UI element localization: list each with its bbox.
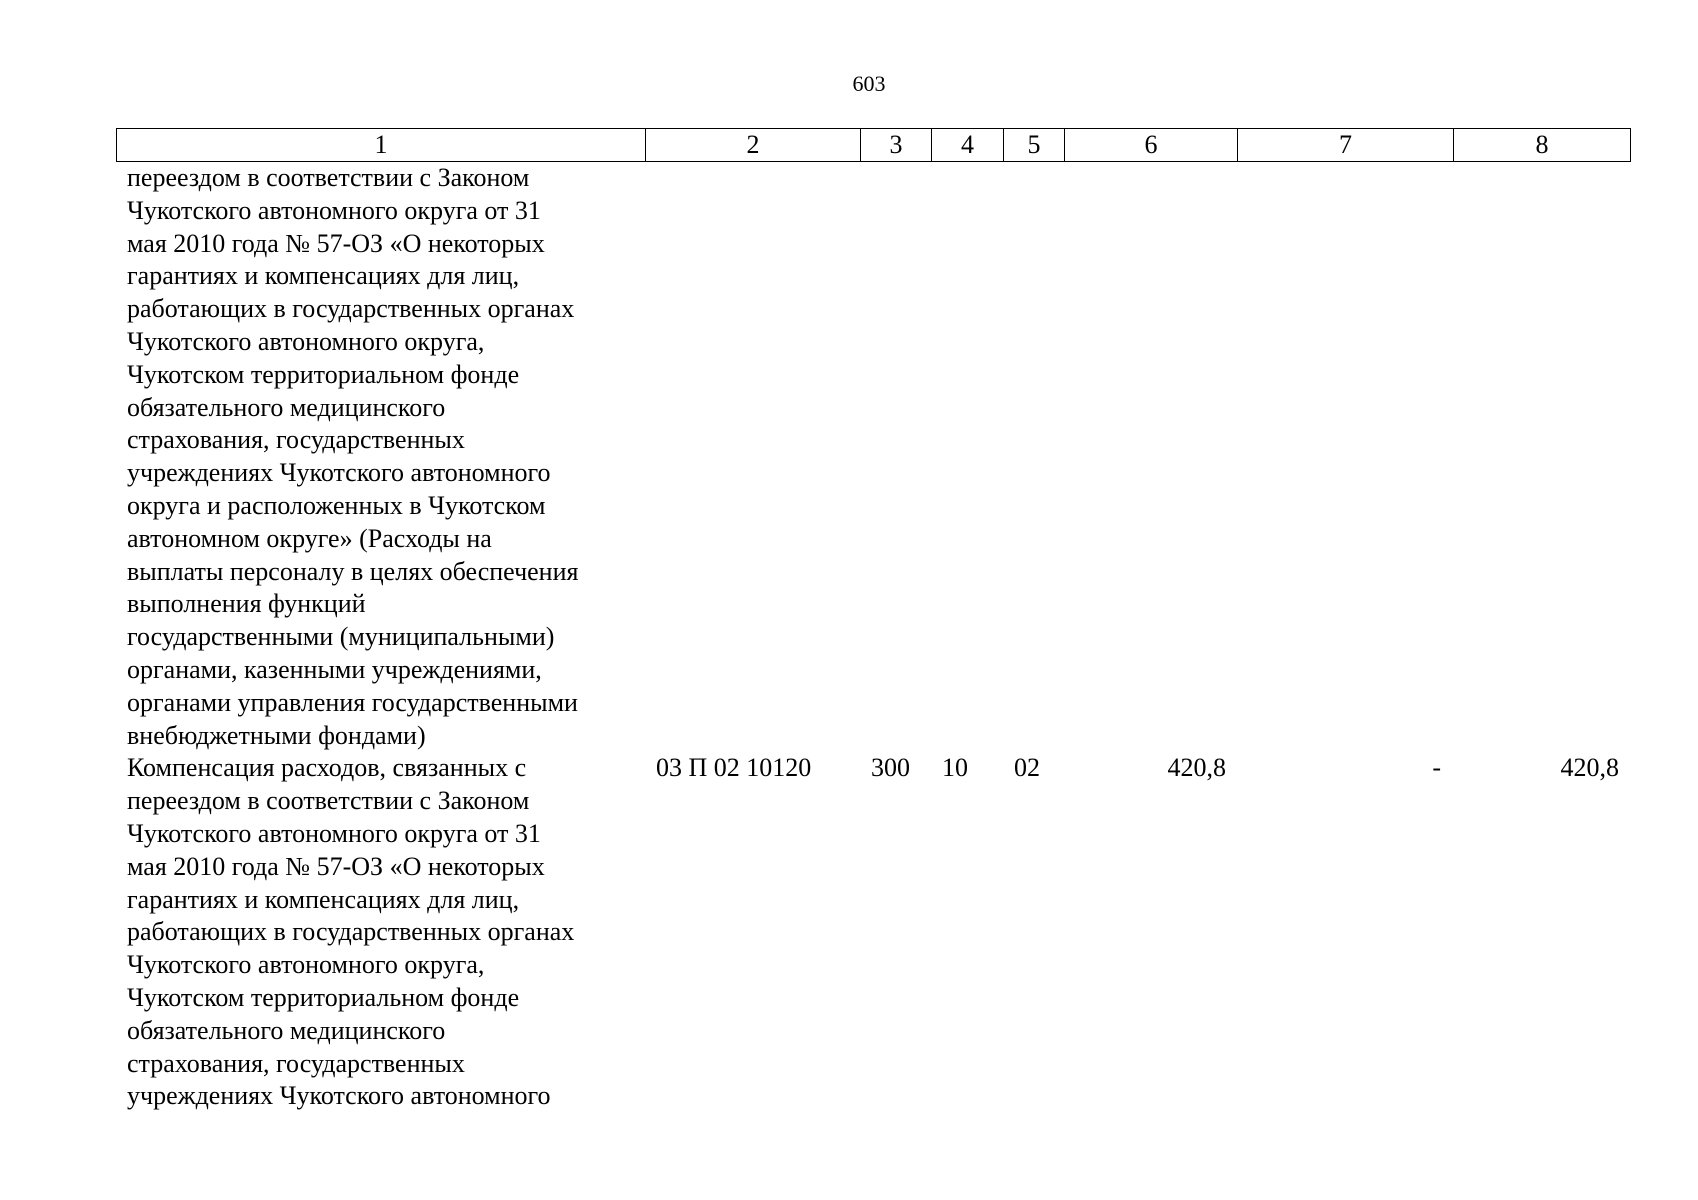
column-header-6: 6 xyxy=(1065,129,1238,162)
page-number: 603 xyxy=(852,71,886,96)
table-row xyxy=(116,162,1630,752)
row-col-3: 300 xyxy=(871,753,910,783)
column-header-3: 3 xyxy=(861,129,932,162)
table-row xyxy=(116,752,1630,1113)
row-code: 03 П 02 10120 xyxy=(656,753,812,783)
column-header-1: 1 xyxy=(117,129,646,162)
column-header-8: 8 xyxy=(1454,129,1631,162)
row-col-8: 420,8 xyxy=(1560,753,1619,783)
row-col-6: 420,8 xyxy=(1167,753,1226,783)
column-header-5: 5 xyxy=(1004,129,1065,162)
column-header-7: 7 xyxy=(1238,129,1454,162)
row-col-4: 10 xyxy=(942,753,968,783)
row-description: переездом в соответствии с Законом Чукотского автономного округа от 31 мая 2010 года № 57-ОЗ «О некоторых гарантиях и компенсациях для лиц, работающих в государственных органах Чукотского автономного округа, Чукотском территориальном фонде обязательного медицинского страхования, государственных учреждениях Чукотского автономного округа и расположенных в Чукотском автономном округе» (Расходы на выплаты персоналу в целях обеспечения выполнения функций государственными (муниципальными) органами, казенными учреждениями, органами управления государственными внебюджетными фондами) xyxy=(127,163,579,750)
row-description: Компенсация расходов, связанных с переездом в соответствии с Законом Чукотского автономного округа от 31 мая 2010 года № 57-ОЗ «О некоторых гарантиях и компенсациях для лиц, работающих в государственных органах Чукотского автономного округа, Чукотском территориальном фонде обязательного медицинского страхования, государственных учреждениях Чукотского автономного xyxy=(127,753,575,1111)
table-body xyxy=(116,162,1630,1113)
row-col-5: 02 xyxy=(1014,753,1040,783)
table-header xyxy=(116,128,1631,162)
column-header-4: 4 xyxy=(932,129,1004,162)
column-header-2: 2 xyxy=(646,129,861,162)
row-col-7: - xyxy=(1432,753,1441,783)
